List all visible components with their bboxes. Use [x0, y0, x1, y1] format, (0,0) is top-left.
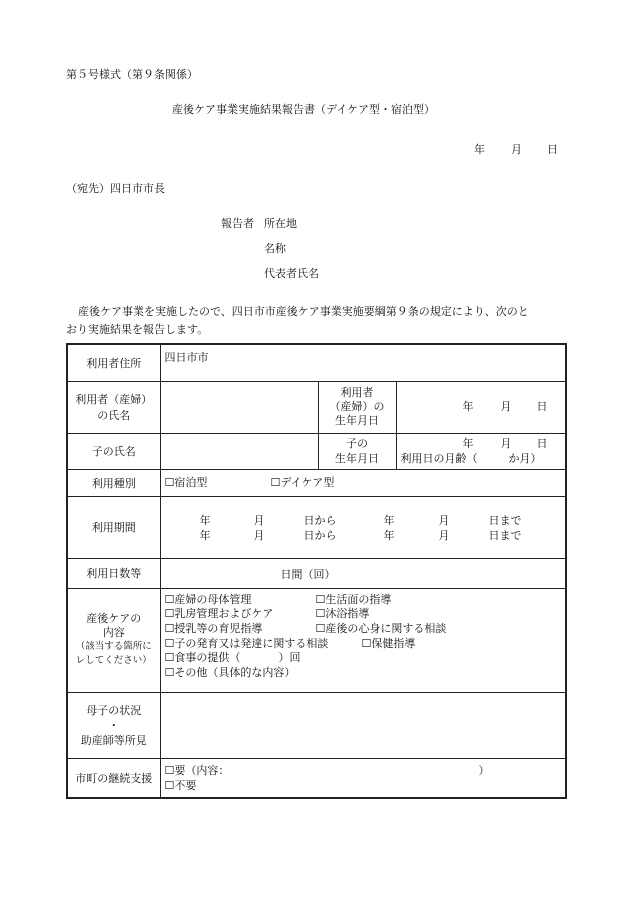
date-year: 年	[474, 143, 485, 156]
period-label: 利用期間	[67, 496, 160, 558]
care-checkbox[interactable]: ☐ 沐浴指導	[316, 607, 370, 622]
document-title: 産後ケア事業実施結果報告書（デイケア型・宿泊型）	[172, 103, 436, 116]
child-name-label: 子の氏名	[67, 433, 160, 469]
user-name-label: 利用者（産婦） の氏名	[67, 381, 160, 433]
other-checkbox[interactable]: ☐ その他（具体的な内容）	[165, 666, 296, 681]
row-child	[67, 433, 566, 469]
support-no-checkbox[interactable]: ☐ 不要	[165, 778, 197, 793]
care-checkbox[interactable]: ☐ 保健指導	[362, 637, 416, 652]
support-yes-checkbox[interactable]: ☐ 要（内容：	[165, 763, 230, 778]
care-options	[160, 588, 566, 692]
support-label: 市町の継続支援	[67, 758, 160, 798]
form-number: 第５号様式（第９条関係）	[66, 68, 198, 81]
reporter-name-label: 名称	[264, 242, 286, 255]
date-day: 日	[547, 143, 558, 156]
care-checkbox[interactable]: ☐ 生活面の指導	[316, 593, 392, 608]
type-label: 利用種別	[67, 469, 160, 496]
care-checkbox[interactable]: ☐ 子の発育又は発達に関する相談	[165, 637, 329, 652]
user-name-field[interactable]	[160, 381, 318, 433]
row-type	[67, 469, 566, 496]
days-label: 利用日数等	[67, 558, 160, 588]
care-checkbox[interactable]: ☐ 乳房管理およびケア	[165, 607, 274, 622]
reporter-label: 報告者	[221, 217, 254, 230]
child-birth-field[interactable]: 年 月 日 利用日の月齢（ か月）	[396, 433, 566, 469]
reporter-rep-label: 代表者氏名	[264, 267, 319, 280]
row-status	[67, 692, 566, 758]
age-label: 利用日の月齢（	[400, 452, 478, 465]
status-label: 母子の状況 ・ 助産師等所見	[67, 692, 160, 758]
period-field[interactable]: 年 月 日から 年 月 日まで 年 月 日から 年 月 日まで	[160, 496, 566, 558]
row-user-address	[67, 344, 566, 381]
meal-count-unit: ）回	[278, 651, 301, 665]
type-daycare-checkbox[interactable]: ☐ デイケア型	[271, 474, 335, 490]
user-address-value[interactable]: 四日市市	[160, 344, 566, 381]
child-name-field[interactable]	[160, 433, 318, 469]
care-checkbox[interactable]: ☐ 産婦の母体管理	[165, 593, 252, 608]
days-field[interactable]: 日間（回）	[160, 558, 566, 588]
type-overnight-checkbox[interactable]: ☐ 宿泊型	[165, 474, 208, 490]
reporter-address-label: 所在地	[264, 217, 297, 230]
care-label: 産後ケアの 内容 （該当する箇所に レしてください）	[67, 588, 160, 692]
intro-line-1: 産後ケア事業を実施したので、四日市市産後ケア事業実施要綱第９条の規定により、次のと	[78, 305, 529, 318]
support-close-paren: ）	[478, 763, 490, 777]
user-birth-label: 利用者 （産婦）の 生年月日	[318, 381, 396, 433]
child-birth-label: 子の 生年月日	[318, 433, 396, 469]
report-table	[66, 343, 567, 799]
date-month: 月	[511, 143, 522, 156]
intro-line-2: おり実施結果を報告します。	[66, 323, 209, 336]
care-checkbox[interactable]: ☐ 授乳等の育児指導	[165, 622, 263, 637]
row-care-content	[67, 588, 566, 692]
care-checkbox[interactable]: ☐ 産後の心身に関する相談	[316, 622, 447, 637]
row-user-name	[67, 381, 566, 433]
user-address-label: 利用者住所	[67, 344, 160, 381]
age-unit: か月）	[508, 452, 542, 465]
row-support	[67, 758, 566, 798]
row-days	[67, 558, 566, 588]
row-period	[67, 496, 566, 558]
status-field[interactable]	[160, 692, 566, 758]
addressee: （宛先）四日市市長	[66, 182, 165, 195]
user-birth-field[interactable]: 年 月 日	[396, 381, 566, 433]
meal-checkbox[interactable]: ☐ 食事の提供（	[165, 651, 241, 666]
